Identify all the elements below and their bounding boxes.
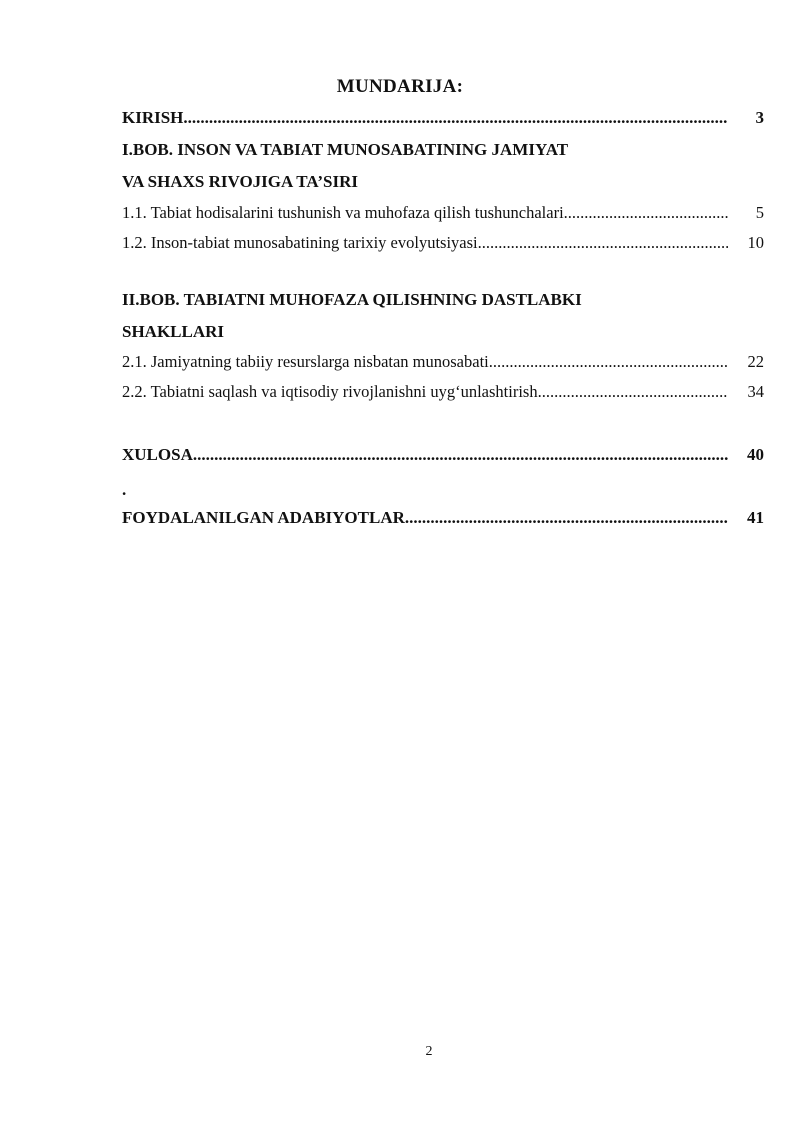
stray-mark: . bbox=[122, 480, 127, 499]
toc-entry-label: 2.2. Tabiatni saqlash va iqtisodiy rivojlanishni uyg‘unlashtirish bbox=[122, 382, 538, 401]
toc-entry-label: 2.1. Jamiyatning tabiiy resurslarga nisbatan munosabati bbox=[122, 352, 489, 371]
toc-entry-page: 5 bbox=[755, 203, 764, 222]
dot-leader bbox=[193, 445, 728, 465]
toc-entry-section-1-1[interactable] bbox=[122, 203, 764, 227]
dot-leader bbox=[478, 233, 728, 253]
toc-entry-label: XULOSA bbox=[122, 445, 193, 464]
toc-entry-page: 10 bbox=[747, 233, 764, 252]
toc-entry-label: 1.2. Inson-tabiat munosabatining tarixiy evolyutsiyasi bbox=[122, 233, 478, 252]
toc-entry-label: 1.1. Tabiat hodisalarini tushunish va muhofaza qilish tushunchalari bbox=[122, 203, 564, 222]
toc-entry-page: 41 bbox=[747, 508, 764, 527]
toc-title: MUNDARIJA: bbox=[336, 76, 464, 97]
toc-entry-page: 34 bbox=[747, 382, 764, 401]
toc-entry-references[interactable] bbox=[122, 508, 764, 532]
toc-entry-conclusion[interactable] bbox=[122, 445, 764, 469]
dot-leader bbox=[405, 508, 728, 528]
page-number: 2 bbox=[425, 1044, 433, 1059]
toc-entry-section-2-1[interactable] bbox=[122, 352, 764, 376]
chapter-2-heading-line-2[interactable]: SHAKLLARI bbox=[122, 322, 225, 341]
toc-entry-page: 3 bbox=[755, 108, 764, 127]
toc-entry-label: FOYDALANILGAN ADABIYOTLAR bbox=[122, 508, 405, 527]
chapter-1-heading-line-1[interactable]: I.BOB. INSON VA TABIAT MUNOSABATINING JAMIYAT bbox=[122, 140, 569, 159]
toc-entry-label: KIRISH bbox=[122, 108, 184, 127]
chapter-1-heading-line-2[interactable]: VA SHAXS RIVOJIGA TA’SIRI bbox=[122, 172, 358, 191]
chapter-2-heading-line-1[interactable]: II.BOB. TABIATNI MUHOFAZA QILISHNING DASTLABKI bbox=[122, 290, 582, 309]
toc-entry-page: 22 bbox=[747, 352, 764, 371]
dot-leader bbox=[538, 382, 728, 402]
toc-entry-intro[interactable] bbox=[122, 108, 764, 132]
toc-entry-page: 40 bbox=[747, 445, 764, 464]
toc-entry-section-2-2[interactable] bbox=[122, 382, 764, 406]
toc-entry-section-1-2[interactable] bbox=[122, 233, 764, 257]
dot-leader bbox=[489, 352, 728, 372]
dot-leader bbox=[564, 203, 728, 223]
dot-leader bbox=[183, 108, 728, 128]
